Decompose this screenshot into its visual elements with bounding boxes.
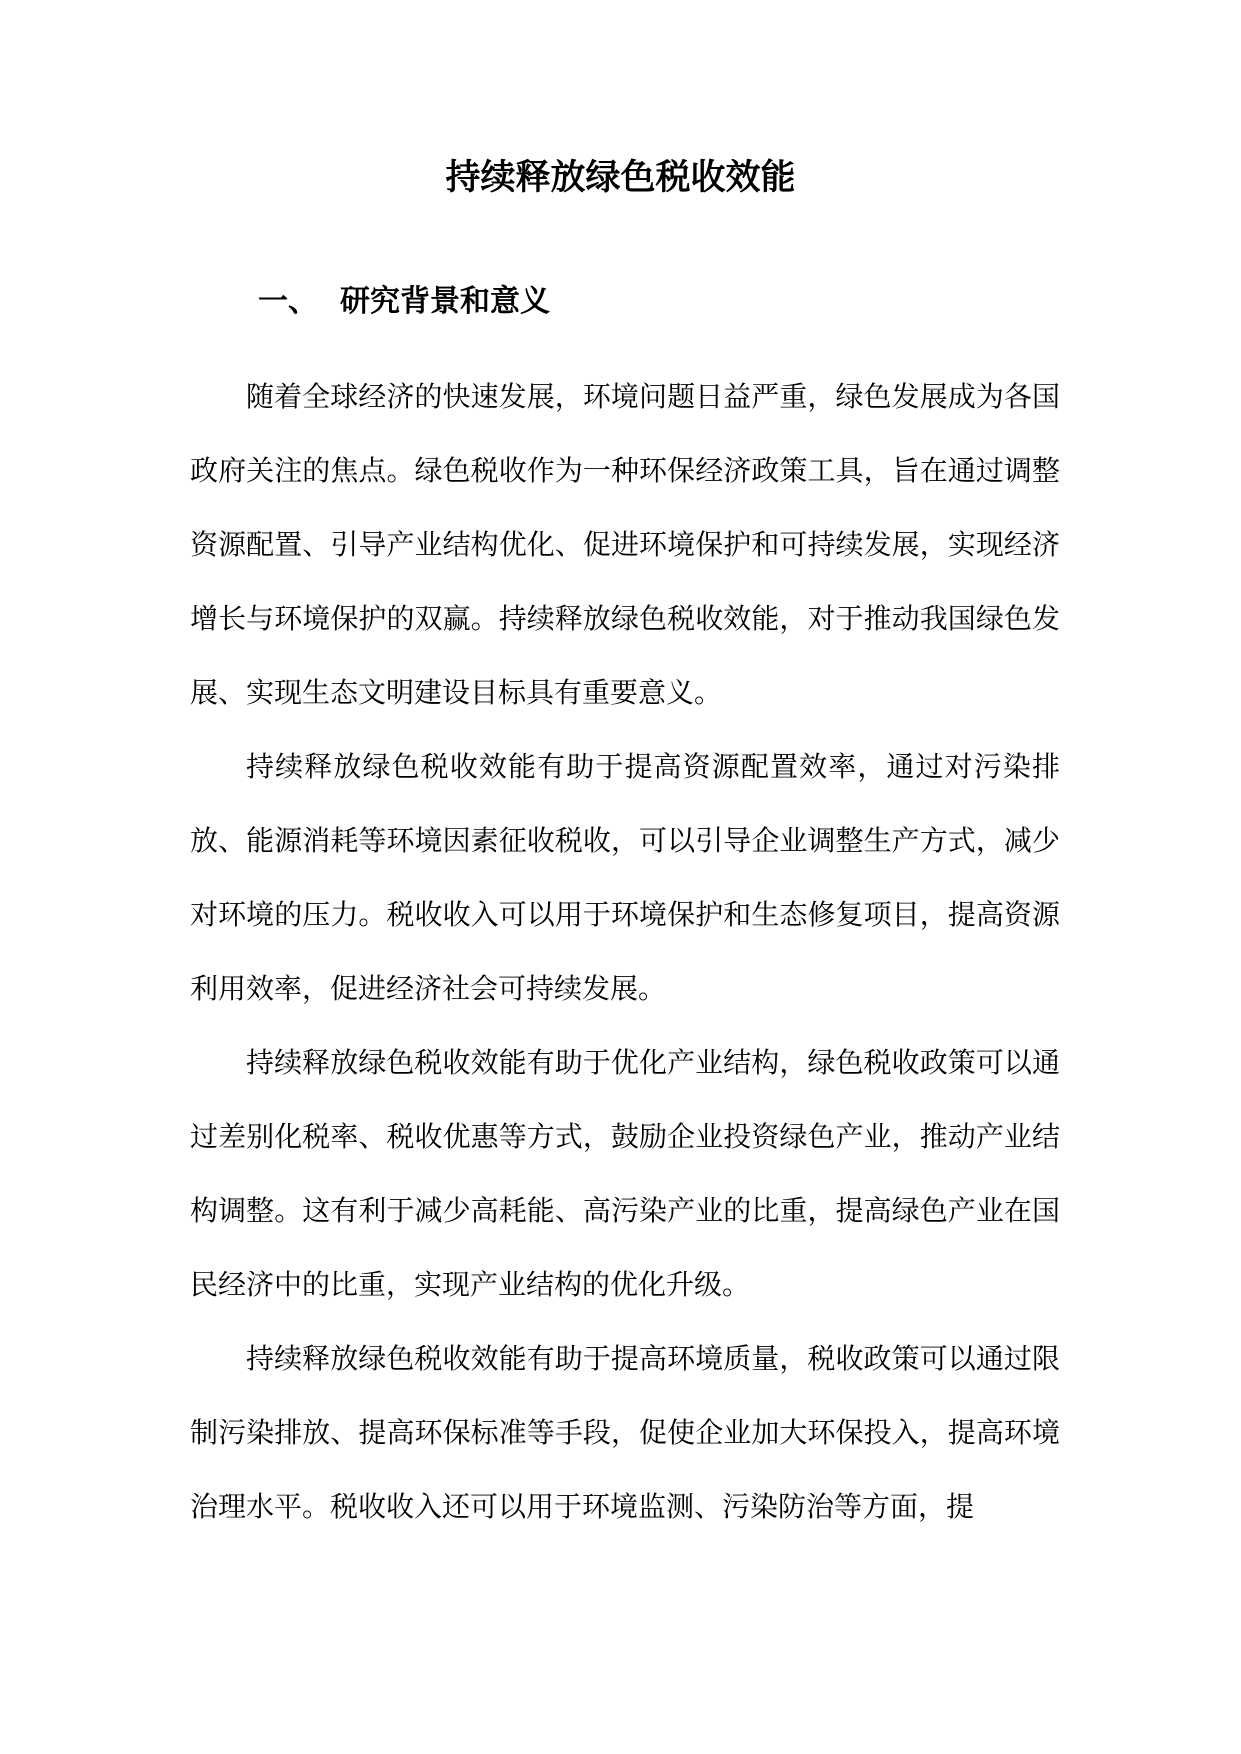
- paragraph-2: 持续释放绿色税收效能有助于提高资源配置效率，通过对污染排放、能源消耗等环境因素征收税收，可以引导企业调整生产方式，减少对环境的压力。税收收入可以用于环境保护和生态修复项目，提高资源利用效率，促进经济社会可持续发展。: [190, 750, 1060, 1005]
- section-title: 研究背景和意义: [340, 284, 550, 319]
- paragraph-4: 持续释放绿色税收效能有助于提高环境质量，税收政策可以通过限制污染排放、提高环保标准等手段，促使企业加大环保投入，提高环境治理水平。税收收入还可以用于环境监测、污染防治等方面，提: [190, 1342, 1060, 1523]
- section-number: 一、: [258, 284, 318, 319]
- document-title: 持续释放绿色税收效能: [445, 157, 796, 198]
- section-heading: [258, 272, 550, 332]
- paragraph-3: 持续释放绿色税收效能有助于优化产业结构，绿色税收政策可以通过差别化税率、税收优惠等方式，鼓励企业投资绿色产业，推动产业结构调整。这有利于减少高耗能、高污染产业的比重，提高绿色产业在国民经济中的比重，实现产业结构的优化升级。: [190, 1046, 1060, 1301]
- paragraph-1: 随着全球经济的快速发展，环境问题日益严重，绿色发展成为各国政府关注的焦点。绿色税收作为一种环保经济政策工具，旨在通过调整资源配置、引导产业结构优化、促进环境保护和可持续发展，实现经济增长与环境保护的双赢。持续释放绿色税收效能，对于推动我国绿色发展、实现生态文明建设目标具有重要意义。: [190, 380, 1060, 709]
- body-text: [190, 360, 1060, 1544]
